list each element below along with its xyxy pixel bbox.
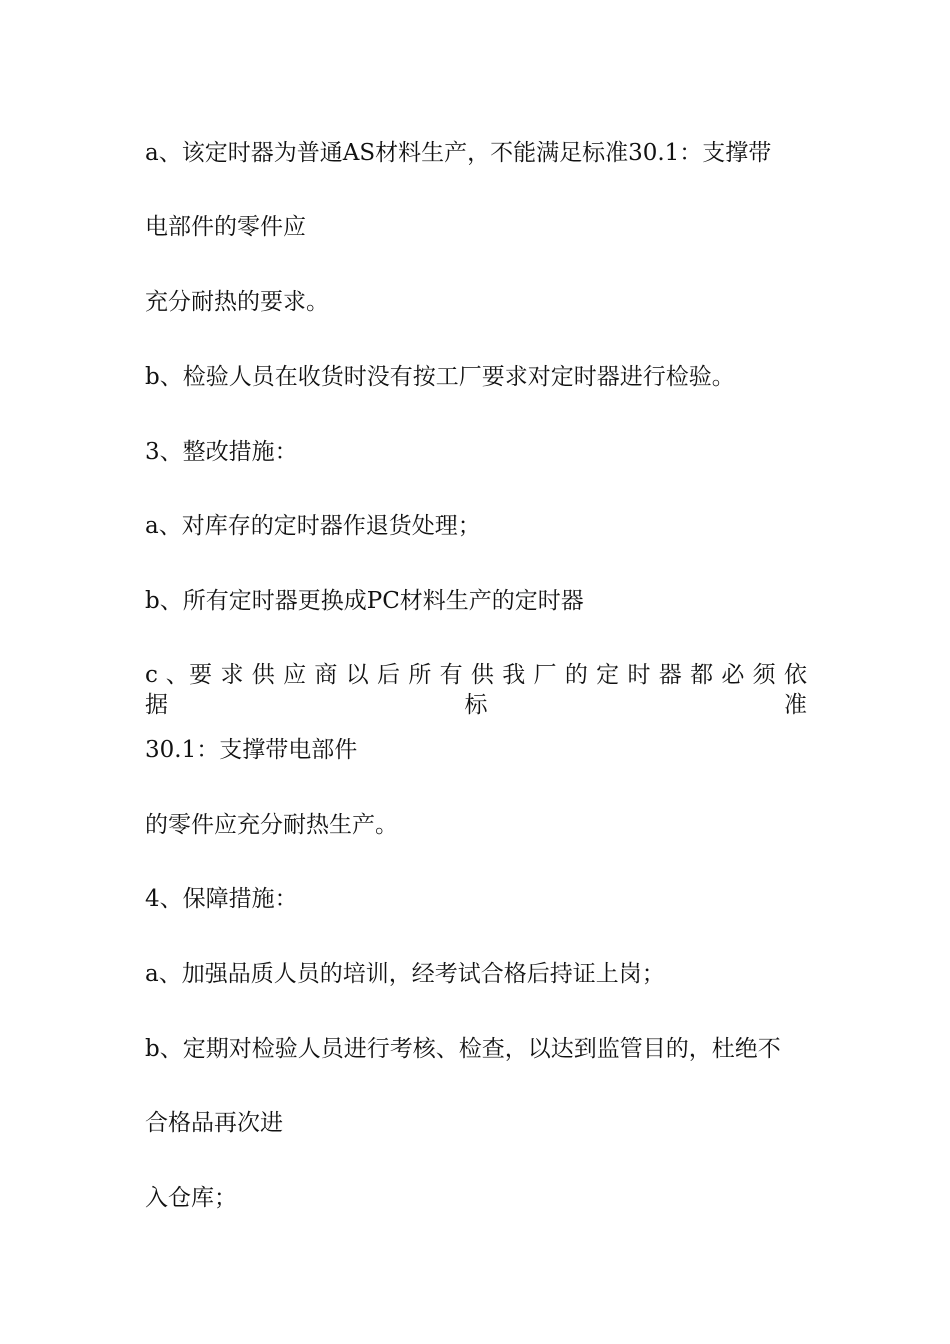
paragraph-line-8: c 、要 求 供 应 商 以 后 所 有 供 我 厂 的 定 时 器 都 必 须 依 据 标 准 [145,662,807,718]
paragraph-line-10: 的零件应充分耐热生产。 [145,812,398,838]
paragraph-line-6: a、对库存的定时器作退货处理； [145,513,481,539]
paragraph-line-3: 充分耐热的要求。 [145,289,329,315]
paragraph-line-1: a、该定时器为普通AS材料生产，不能满足标准30.1：支撑带 [145,140,772,166]
paragraph-line-13: b、定期对检验人员进行考核、检查，以达到监管目的，杜绝不 [145,1036,781,1062]
paragraph-line-9: 30.1：支撑带电部件 [145,737,358,763]
paragraph-line-7: b、所有定时器更换成PC材料生产的定时器 [145,588,584,614]
paragraph-line-15: 入仓库； [145,1185,237,1211]
paragraph-line-12: a、加强品质人员的培训，经考试合格后持证上岗； [145,961,665,987]
paragraph-line-4: b、检验人员在收货时没有按工厂要求对定时器进行检验。 [145,364,735,390]
paragraph-line-2: 电部件的零件应 [145,214,306,240]
paragraph-line-14: 合格品再次进 [145,1110,283,1136]
section-heading-safeguard: 4、保障措施： [145,886,298,912]
section-heading-rectification: 3、整改措施： [145,439,298,465]
